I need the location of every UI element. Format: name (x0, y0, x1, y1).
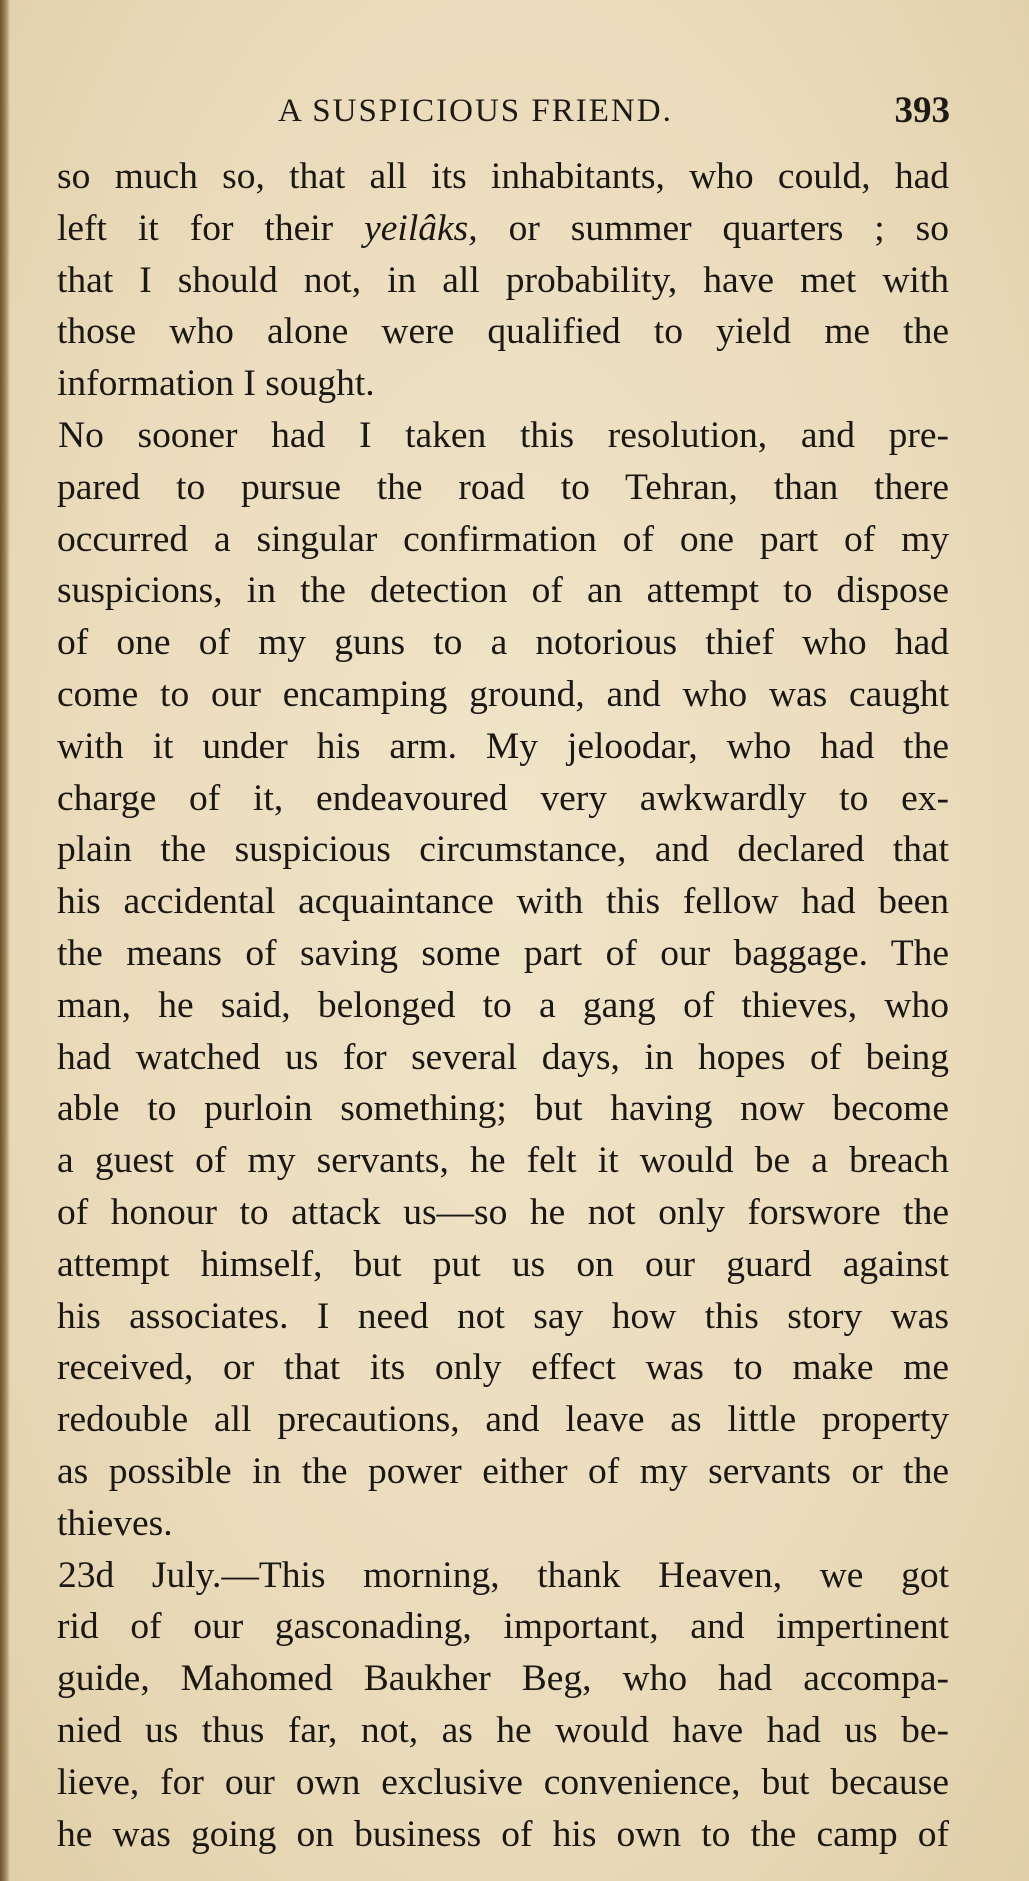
text-line: redouble all precautions, and leave as little property (57, 1399, 949, 1441)
text-line: thieves. (57, 1502, 173, 1544)
text-line: his associates. I need not say how this story was (57, 1295, 949, 1337)
text-line: he was going on business of his own to the camp of (57, 1813, 949, 1855)
text-line: guide, Mahomed Baukher Beg, who had accompa- (57, 1658, 949, 1700)
text-fragment: or summer quarters ; so (508, 207, 950, 249)
text-line: plain the suspicious circumstance, and declared that (57, 829, 949, 871)
paragraph-start-line: No sooner had I taken this resolution, and pre- (58, 414, 949, 456)
text-line: charge of it, endeavoured very awkwardly to ex- (57, 777, 949, 819)
text-line: come to our encamping ground, and who was caught (57, 673, 949, 715)
text-line: lieve, for our own exclusive convenience, but because (57, 1761, 949, 1803)
text-line: occurred a singular confirmation of one part of my (57, 518, 949, 560)
text-line: suspicions, in the detection of an attempt to dispose (57, 570, 949, 612)
text-line: man, he said, belonged to a gang of thieves, who (57, 984, 949, 1026)
text-line: as possible in the power either of my servants or the (57, 1450, 949, 1492)
text-line: able to purloin something; but having now become (57, 1088, 949, 1130)
paragraph-start-line: 23d July.—This morning, thank Heaven, we got (58, 1554, 949, 1596)
text-line: received, or that its only effect was to make me (57, 1347, 949, 1389)
page-number: 393 (894, 90, 950, 131)
text-line: so much so, that all its inhabitants, who could, had (57, 156, 949, 197)
page-binding-edge (0, 0, 10, 1881)
text-line: pared to pursue the road to Tehran, than there (57, 466, 949, 508)
text-line: with it under his arm. My jeloodar, who had the (57, 725, 949, 767)
text-line: rid of our gasconading, important, and impertinent (57, 1606, 949, 1648)
text-line (57, 203, 949, 255)
text-line: a guest of my servants, he felt it would be a breach (57, 1140, 949, 1182)
text-line: information I sought. (57, 363, 375, 405)
text-line: his accidental acquaintance with this fellow had been (57, 881, 949, 923)
text-line: attempt himself, but put us on our guard against (57, 1243, 949, 1285)
page-header (58, 86, 948, 136)
body-text (57, 151, 949, 1860)
text-line: had watched us for several days, in hopes of being (57, 1036, 949, 1078)
text-line: the means of saving some part of our baggage. The (57, 932, 949, 974)
text-line: of one of my guns to a notorious thief who had (57, 622, 949, 664)
text-line: nied us thus far, not, as he would have had us be- (57, 1709, 949, 1751)
text-line: of honour to attack us—so he not only forswore the (57, 1191, 949, 1233)
text-fragment: left it for their (57, 207, 334, 249)
text-line: those who alone were qualified to yield me the (57, 311, 949, 353)
running-title: A SUSPICIOUS FRIEND. (278, 93, 673, 129)
text-line: that I should not, in all probability, have met with (57, 259, 949, 301)
italic-term: yeilâks, (364, 207, 478, 249)
